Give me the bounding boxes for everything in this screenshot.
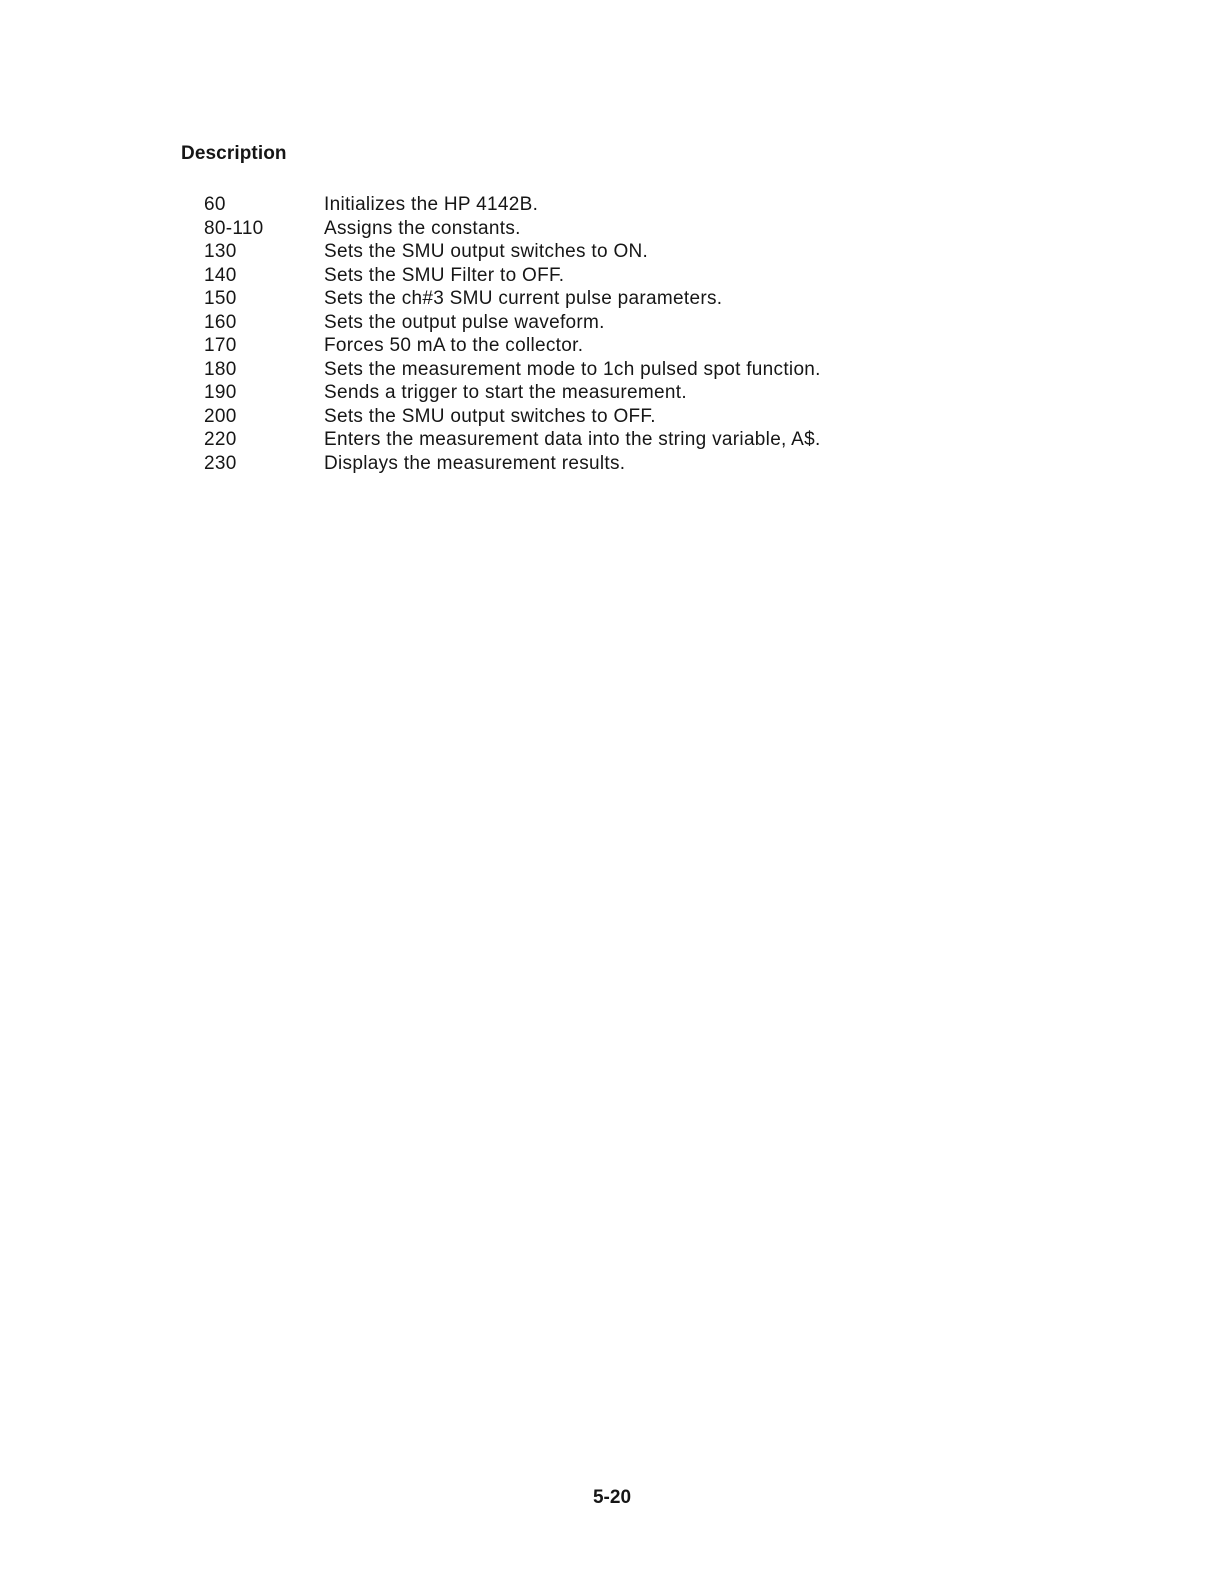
line-description: Forces 50 mA to the collector. [324, 335, 584, 356]
table-row [204, 264, 964, 288]
line-number: 140 [204, 264, 237, 286]
table-row [204, 311, 964, 335]
line-number: 80-110 [204, 217, 264, 239]
description-table [204, 193, 964, 475]
table-row [204, 217, 964, 241]
line-number: 130 [204, 241, 237, 262]
section-heading: Description [181, 143, 287, 164]
table-row [204, 287, 964, 311]
line-number: 180 [204, 358, 237, 380]
line-number: 230 [204, 452, 237, 474]
line-description: Initializes the HP 4142B. [324, 194, 539, 215]
line-description: Displays the measurement results. [324, 452, 626, 474]
table-row [204, 240, 964, 264]
line-description: Sets the ch#3 SMU current pulse parameters. [324, 288, 723, 309]
line-description: Assigns the constants. [324, 217, 521, 239]
line-number: 200 [204, 405, 237, 427]
table-row [204, 334, 964, 358]
table-row [204, 358, 964, 382]
table-row [204, 193, 964, 217]
line-description: Sets the SMU output switches to OFF. [324, 405, 656, 427]
line-number: 150 [204, 288, 237, 309]
table-row [204, 381, 964, 405]
line-description: Sets the output pulse waveform. [324, 311, 605, 333]
table-row [204, 428, 964, 452]
line-description: Sets the SMU Filter to OFF. [324, 264, 565, 286]
line-number: 60 [204, 194, 226, 215]
line-description: Sets the measurement mode to 1ch pulsed spot function. [324, 358, 821, 380]
table-row [204, 452, 964, 476]
line-number: 170 [204, 335, 237, 356]
line-number: 190 [204, 382, 237, 403]
line-number: 220 [204, 429, 237, 450]
line-description: Sets the SMU output switches to ON. [324, 241, 649, 262]
line-description: Enters the measurement data into the string variable, A$. [324, 429, 821, 450]
page-number: 5-20 [592, 1487, 632, 1508]
line-number: 160 [204, 311, 237, 333]
line-description: Sends a trigger to start the measurement. [324, 382, 687, 403]
table-row [204, 405, 964, 429]
